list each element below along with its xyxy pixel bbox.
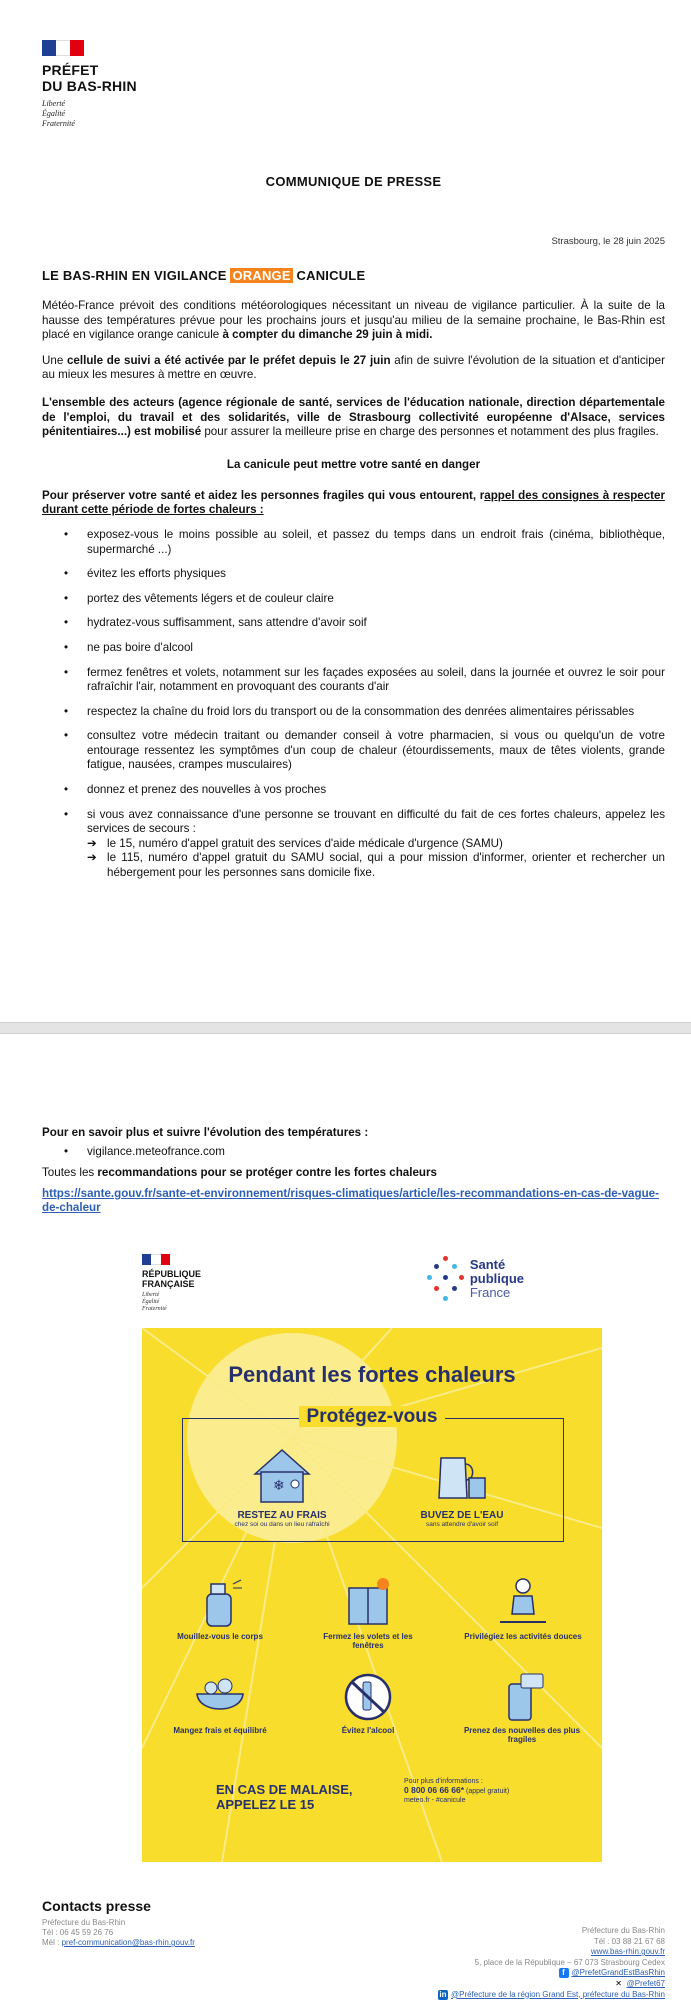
secours-item-samu-social <box>87 851 665 880</box>
list-item <box>42 808 665 881</box>
consignes-list <box>42 528 665 881</box>
secours-item-samu <box>87 837 665 852</box>
salad-bowl-icon <box>193 1674 247 1722</box>
paragraph-cellule <box>42 354 665 383</box>
right-tel: Tél : 03 88 21 67 68 <box>438 1937 665 1948</box>
list-item-text: consultez votre médecin traitant ou demander conseil à votre pharmacien, si vous ou quelqu'un de votre entourage ressentez les symptômes d'un coup de chaleur (étourdissements, maux de têtes violents, grande fatigue, nausées, crampes musculaires) <box>87 729 665 771</box>
rf-name-2: FRANÇAISE <box>142 1279 201 1289</box>
paragraph-acteurs <box>42 396 665 440</box>
p3-bold: L'ensemble des acteurs (agence régionale de santé, services de l'éducation nationale, direction départementale de l'emploi, du travail et des solidarités, ville de Strasbourg collectivité européenne d'Alsace, services pénitentiaires...) est mobilisé <box>42 396 665 438</box>
prefet-logo <box>42 40 182 129</box>
p1-text: Météo-France prévoit des conditions météorologiques nécessitant un niveau de vigilance particulier. À la suite de la hausse des températures prévue pour les prochains jours et jusqu'au milieu de la semaine prochaine, le Bas-Rhin est placé en vigilance orange canicule <box>42 299 665 341</box>
headline-orange-highlight: ORANGE <box>230 268 292 283</box>
bullet-icon: • <box>64 641 68 656</box>
bullet-icon: • <box>64 705 68 720</box>
arrow-right-icon: ➔ <box>87 851 97 866</box>
no-alcohol-icon <box>341 1672 395 1722</box>
poster-title: Pendant les fortes chaleurs <box>142 1362 602 1388</box>
bullet-icon: • <box>64 1145 68 1160</box>
secours-list <box>87 837 665 881</box>
tip-label: Évitez l'alcool <box>318 1726 418 1735</box>
facebook-row <box>559 1968 666 1979</box>
bullet-icon: • <box>64 592 68 607</box>
section-subtitle: La canicule peut mettre votre santé en danger <box>42 458 665 471</box>
rf-devise-2: Égalité <box>142 1299 201 1306</box>
bullet-icon: • <box>64 808 68 823</box>
contacts-right <box>438 1926 665 2000</box>
rf-devise <box>142 1292 201 1313</box>
info-phone: 0 800 06 66 66* <box>404 1785 464 1795</box>
linkedin-icon: in <box>438 1990 448 2000</box>
info-phone-note: (appel gratuit) <box>466 1788 509 1795</box>
tip-restez-au-frais <box>202 1446 362 1529</box>
info-title: Pour plus d'informations : <box>404 1778 509 1787</box>
devise-fraternite: Fraternité <box>42 119 182 129</box>
logo-line-2: DU BAS-RHIN <box>42 78 182 94</box>
list-item-text: ne pas boire d'alcool <box>87 641 193 654</box>
more-info-lead: Pour en savoir plus et suivre l'évolution des températures : <box>42 1126 665 1141</box>
website-link[interactable]: www.bas-rhin.gouv.fr <box>591 1947 665 1956</box>
window-shutters-icon <box>343 1576 393 1628</box>
linkedin-link[interactable]: @Préfecture de la région Grand Est, préfecture du Bas-Rhin <box>451 1990 665 2000</box>
recommandations-text <box>42 1166 665 1181</box>
spray-bottle-icon <box>195 1576 245 1628</box>
poster-logos <box>142 1254 624 1316</box>
list-item <box>42 729 665 773</box>
list-item <box>42 592 665 607</box>
press-contacts <box>42 1898 665 1948</box>
logo-devise <box>42 99 182 129</box>
spf-wordmark <box>470 1258 524 1300</box>
rf-devise-3: Fraternité <box>142 1306 201 1313</box>
list-item <box>42 641 665 656</box>
phone-message-icon <box>497 1672 547 1722</box>
list-item <box>42 528 665 557</box>
info-block <box>404 1778 509 1806</box>
list-item-text: respectez la chaîne du froid lors du transport ou de la consommation des denrées alimentaires périssables <box>87 705 634 718</box>
poster-subtitle <box>142 1406 602 1428</box>
contacts-title: Contacts presse <box>42 1898 665 1914</box>
tip-label: Fermez les volets et les fenêtres <box>308 1632 428 1650</box>
list-item-text: portez des vêtements légers et de couleur claire <box>87 592 334 605</box>
list-item <box>42 567 665 582</box>
left-tel: Tél : 06 45 59 26 76 <box>42 1928 665 1938</box>
bullet-icon: • <box>64 666 68 681</box>
list-item <box>42 783 665 798</box>
facebook-link[interactable]: @PrefetGrandEstBasRhin <box>572 1968 666 1979</box>
tip-evitez-alcool <box>318 1672 418 1735</box>
tip-mouillez-vous <box>160 1576 280 1641</box>
right-org: Préfecture du Bas-Rhin <box>438 1926 665 1937</box>
tip-label: Mouillez-vous le corps <box>160 1632 280 1641</box>
linkedin-row <box>438 1990 665 2000</box>
republique-francaise-logo <box>142 1254 201 1313</box>
tricolor-flag-icon <box>42 40 84 56</box>
p2-text-c: afin de suivre l'évolution de la situation et d'anticiper au mieux les mesures à mettre en œuvre. <box>42 354 665 382</box>
list-item <box>42 666 665 695</box>
malaise-line-1: EN CAS DE MALAISE, <box>216 1782 353 1797</box>
sante-gouv-link[interactable]: https://sante.gouv.fr/sante-et-environnement/risques-climatiques/article/les-recommandations-en-cas-de-vague-de-chaleur <box>42 1187 665 1216</box>
bullet-icon: • <box>64 729 68 744</box>
info-web: meteo.fr - #canicule <box>404 1797 509 1806</box>
meteo-site-text: vigilance.meteofrance.com <box>87 1145 225 1158</box>
poster-yellow-panel <box>142 1328 602 1862</box>
rf-devise-1: Liberté <box>142 1292 201 1299</box>
devise-liberte: Liberté <box>42 99 182 109</box>
list-item <box>42 616 665 631</box>
poster-subtitle-text: Protégez-vous <box>299 1406 446 1427</box>
headline-post: CANICULE <box>293 268 366 283</box>
arrow-right-icon: ➔ <box>87 837 97 852</box>
reco-text: Toutes les <box>42 1166 97 1179</box>
p4-bold: Pour préserver votre santé et aidez les personnes fragiles qui vous entourent, r <box>42 489 484 502</box>
p4-bold-underlined: appel des consignes à respecter durant cette période de fortes chaleurs : <box>42 489 665 517</box>
tip-label: Privilégiez les activités douces <box>458 1632 588 1641</box>
headline <box>42 268 665 283</box>
p3-text: pour assurer la meilleure prise en charge des personnes et notamment des plus fragiles. <box>201 425 659 438</box>
list-item <box>42 705 665 720</box>
tip-buvez-de-leau <box>382 1446 542 1529</box>
canicule-poster <box>142 1254 624 1862</box>
document-page-2 <box>0 1034 691 1986</box>
list-item-text: hydratez-vous suffisamment, sans attendre d'avoir soif <box>87 616 367 629</box>
spf-line-1: Santé <box>470 1258 524 1272</box>
rf-name-1: RÉPUBLIQUE <box>142 1269 201 1279</box>
facebook-icon: f <box>559 1968 569 1978</box>
tip-prenez-nouvelles <box>452 1672 592 1744</box>
x-icon: ✕ <box>614 1979 624 1989</box>
spf-line-2: publique <box>470 1272 524 1286</box>
secours-text: le 115, numéro d'appel gratuit du SAMU social, qui a pour mission d'informer, orienter et rechercher un hébergement pour les personnes sans domicile fixe. <box>107 851 665 879</box>
water-jug-icon <box>431 1446 493 1506</box>
headline-pre: LE BAS-RHIN EN VIGILANCE <box>42 268 230 283</box>
bullet-icon: • <box>64 783 68 798</box>
tip-activites-douces <box>458 1576 588 1641</box>
tip-mangez-frais <box>160 1674 280 1735</box>
p2-bold: cellule de suivi a été activée par le préfet depuis le 27 juin <box>67 354 391 367</box>
right-address: 5, place de la République – 67 073 Strasbourg Cedex <box>438 1958 665 1969</box>
bullet-icon: • <box>64 616 68 631</box>
house-snowflake-icon <box>251 1446 313 1506</box>
malaise-line-2: APPELEZ LE 15 <box>216 1797 353 1812</box>
left-org: Préfecture du Bas-Rhin <box>42 1918 665 1928</box>
left-mel-label: Mél : <box>42 1938 62 1947</box>
tip-label: RESTEZ AU FRAIS <box>202 1510 362 1521</box>
secours-text: le 15, numéro d'appel gratuit des services d'aide médicale d'urgence (SAMU) <box>107 837 503 850</box>
logo-line-1: PRÉFET <box>42 62 182 78</box>
tip-sublabel: chez soi ou dans un lieu rafraîchi <box>202 1521 362 1529</box>
dateline: Strasbourg, le 28 juin 2025 <box>42 236 665 247</box>
p2-text-a: Une <box>42 354 67 367</box>
spf-line-3: France <box>470 1286 524 1300</box>
svg-text:❄: ❄ <box>273 1478 285 1494</box>
press-email-link[interactable]: pref-communication@bas-rhin.gouv.fr <box>62 1938 195 1947</box>
list-item-text: exposez-vous le moins possible au soleil, et passez du temps dans un endroit frais (cinéma, bibliothèque, supermarché ...) <box>87 528 665 556</box>
bullet-icon: • <box>64 528 68 543</box>
paragraph-consignes <box>42 489 665 518</box>
tip-label: Prenez des nouvelles des plus fragiles <box>452 1726 592 1744</box>
document-type-title: COMMUNIQUE DE PRESSE <box>42 174 665 189</box>
list-item-text: évitez les efforts physiques <box>87 567 226 580</box>
list-item-text: si vous avez connaissance d'une personne se trouvant en difficulté du fait de ces fortes chaleurs, appelez les services de secours : <box>87 808 665 836</box>
tip-sublabel: sans attendre d'avoir soif <box>382 1521 542 1529</box>
meteo-link-item <box>42 1145 665 1160</box>
tricolor-flag-icon <box>142 1254 170 1265</box>
page-separator <box>0 1022 691 1034</box>
p1-bold: à compter du dimanche 29 juin à midi. <box>222 328 432 341</box>
tip-fermez-volets <box>308 1576 428 1650</box>
list-item-text: donnez et prenez des nouvelles à vos proches <box>87 783 326 796</box>
spf-dots-icon <box>426 1254 466 1304</box>
reco-bold: recommandations pour se protéger contre les fortes chaleurs <box>97 1166 437 1179</box>
x-link[interactable]: @Prefet67 <box>627 1979 665 1990</box>
malaise-call-text <box>216 1782 353 1812</box>
meditation-person-icon <box>496 1576 550 1628</box>
paragraph-meteo <box>42 299 665 343</box>
devise-egalite: Égalité <box>42 109 182 119</box>
list-item-text: fermez fenêtres et volets, notamment sur les façades exposées au soleil, dans la journée et ouvrez le soir pour rafraîchir l'air, notamment en provoquant des courants d'air <box>87 666 665 694</box>
sante-publique-france-logo <box>426 1254 524 1304</box>
x-row <box>614 1979 665 1990</box>
tip-label: BUVEZ DE L'EAU <box>382 1510 542 1521</box>
tip-label: Mangez frais et équilibré <box>160 1726 280 1735</box>
bullet-icon: • <box>64 567 68 582</box>
